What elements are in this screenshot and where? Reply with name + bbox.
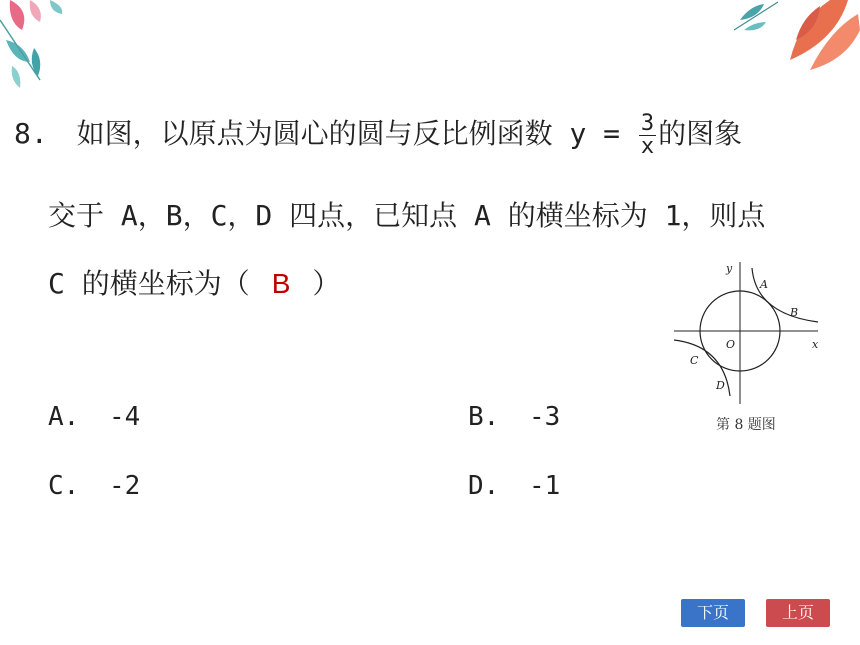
leaf-decoration-top-left — [0, 0, 80, 90]
question-text-3a: C 的横坐标为（ — [48, 267, 250, 300]
option-value: -2 — [108, 471, 141, 501]
option-letter: C. — [48, 471, 80, 501]
point-c-label: C — [690, 354, 699, 367]
fraction-numerator: 3 — [640, 110, 655, 136]
hyperbola-branch-q1 — [752, 268, 818, 322]
question-text-2: 交于 A，B，C，D 四点，已知点 A 的横坐标为 1，则点 — [48, 199, 766, 232]
option-c — [48, 471, 140, 501]
question-line-1 — [14, 112, 742, 158]
option-a — [48, 402, 140, 432]
question-text-3b: ） — [312, 267, 341, 300]
option-letter: B. — [468, 402, 500, 432]
previous-page-button[interactable]: 上页 — [766, 599, 830, 627]
option-b — [468, 402, 560, 432]
option-value: -4 — [108, 402, 141, 432]
question-text-1b: 的图象 — [658, 117, 743, 150]
point-d-label: D — [716, 379, 725, 392]
answer-text: B — [271, 268, 291, 299]
leaf-decoration-top-right — [730, 0, 860, 80]
option-letter: D. — [468, 471, 500, 501]
y-axis-label: y — [726, 262, 733, 275]
point-a-label: A — [760, 278, 768, 291]
point-b-label: B — [790, 306, 799, 319]
option-d — [468, 471, 560, 501]
origin-label: O — [726, 338, 736, 351]
option-value: -3 — [528, 402, 561, 432]
question-text-1a: 如图，以原点为圆心的圆与反比例函数 y = — [76, 117, 621, 150]
next-page-button[interactable]: 下页 — [681, 599, 745, 627]
option-value: -1 — [528, 471, 561, 501]
hyperbola-circle-figure — [668, 258, 838, 438]
x-axis-label: x — [812, 338, 819, 351]
question-number: 8. — [14, 117, 48, 150]
option-letter: A. — [48, 402, 80, 432]
fraction-3-over-x — [639, 110, 656, 159]
question-line-2 — [48, 194, 765, 234]
question-line-3 — [48, 262, 340, 302]
fraction-denominator: x — [640, 133, 655, 159]
figure-caption: 第 8 题图 — [716, 417, 776, 433]
